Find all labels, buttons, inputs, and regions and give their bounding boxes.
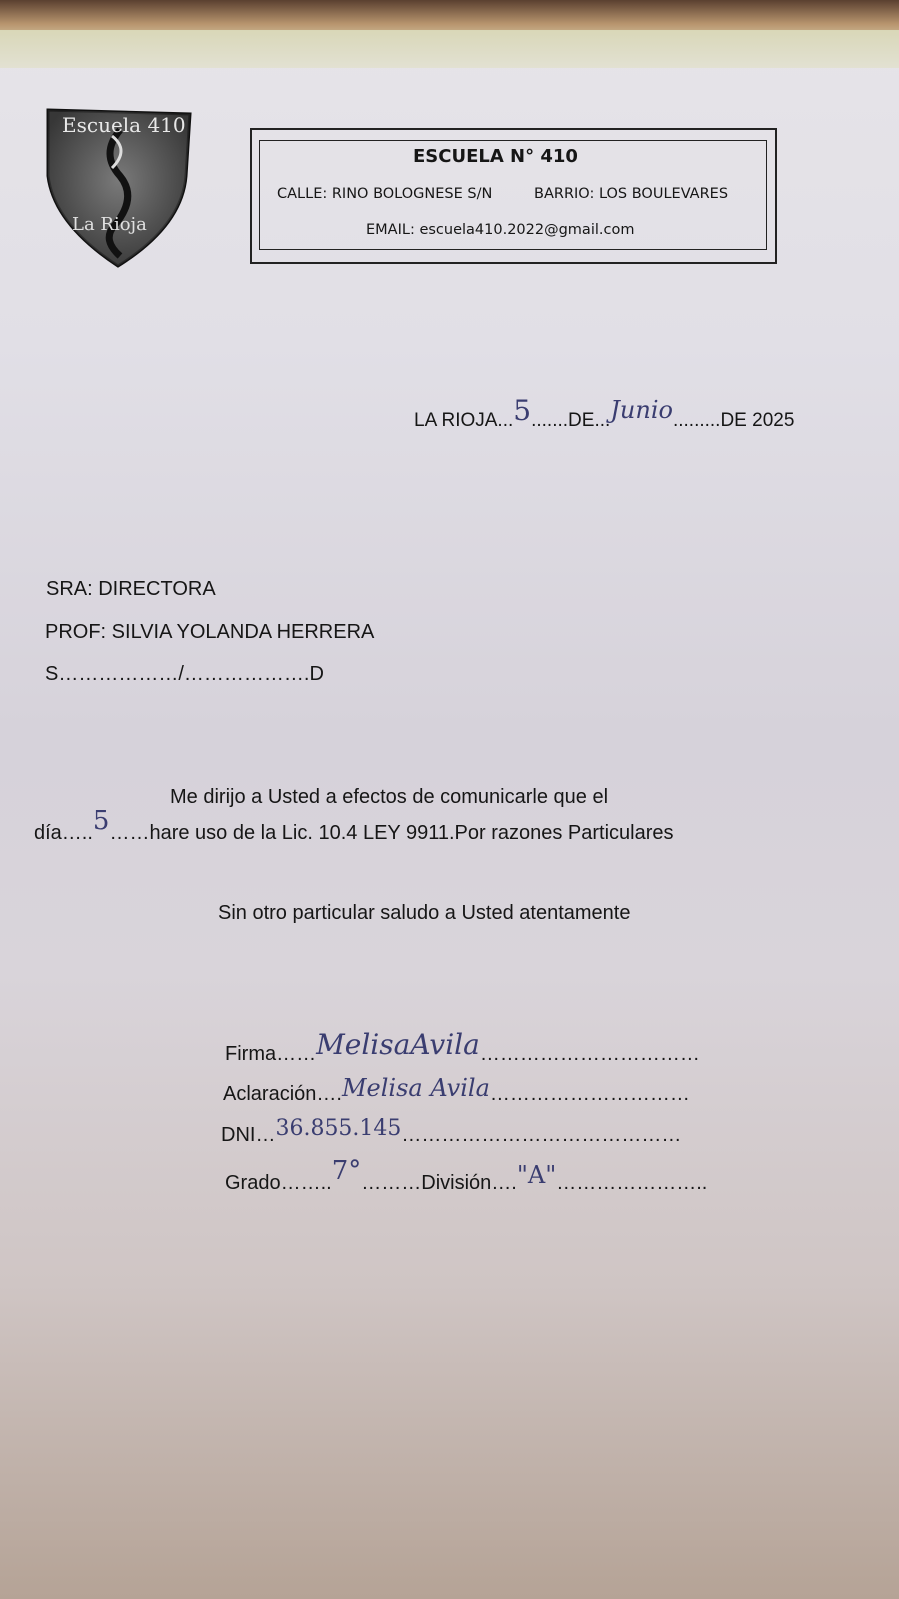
school-logo [42,106,192,270]
date-month-handwritten: Junio [610,396,673,424]
body-line2 [34,806,674,846]
firma-label: Firma…… [225,1043,317,1065]
body-day-suffix: ……hare uso de la Lic. 10.4 LEY 9911.Por razones Particulares [109,822,674,844]
date-day-handwritten: 5 [513,394,532,427]
grado-row [225,1156,708,1196]
closing-line: Sin otro particular saludo a Usted atentamente [218,902,631,924]
firma-signature: MelisaAvila [316,1028,480,1061]
aclaracion-label: Aclaración…. [223,1083,342,1105]
dni-label: DNI… [221,1124,276,1146]
addressee-line1: SRA: DIRECTORA [46,578,216,600]
date-mid2: .........DE 2025 [672,410,795,431]
body-line1: Me dirijo a Usted a efectos de comunicarle que el [170,786,609,808]
aclaracion-dots: ………………………… [489,1083,690,1105]
dni-handwritten: 36.855.145 [275,1116,402,1141]
paper-top-band [0,30,899,68]
aclaracion-row [223,1074,690,1106]
grado-division-label: ………División…. [361,1172,517,1194]
aclaracion-handwritten: Melisa Avila [341,1074,490,1102]
svg-text:La Rioja: La Rioja [72,214,147,235]
addressee-line3: S………………/……………….D [45,663,324,685]
firma-row [225,1028,700,1067]
dni-dots: …………………………………… [401,1124,682,1146]
svg-text:Escuela 410: Escuela 410 [62,113,186,137]
body-day-handwritten: 5 [92,806,110,836]
dni-row [221,1116,682,1147]
date-mid1: .......DE... [531,410,611,431]
school-neighborhood: BARRIO: LOS BOULEVARES [534,186,729,202]
date-prefix: LA RIOJA... [414,410,514,431]
grado-handwritten: 7° [331,1156,362,1186]
division-dots: ………………….. [556,1172,708,1194]
school-name: ESCUELA N° 410 [413,146,578,167]
grado-label: Grado…….. [225,1172,332,1194]
division-handwritten: "A" [516,1161,557,1189]
school-address: CALLE: RINO BOLOGNESE S/N [277,186,493,202]
school-email: EMAIL: escuela410.2022@gmail.com [366,222,635,238]
date-line [414,394,795,433]
body-day-prefix: día….. [34,822,93,844]
firma-dots: …………………………… [479,1043,700,1065]
addressee-line2: PROF: SILVIA YOLANDA HERRERA [45,621,375,643]
